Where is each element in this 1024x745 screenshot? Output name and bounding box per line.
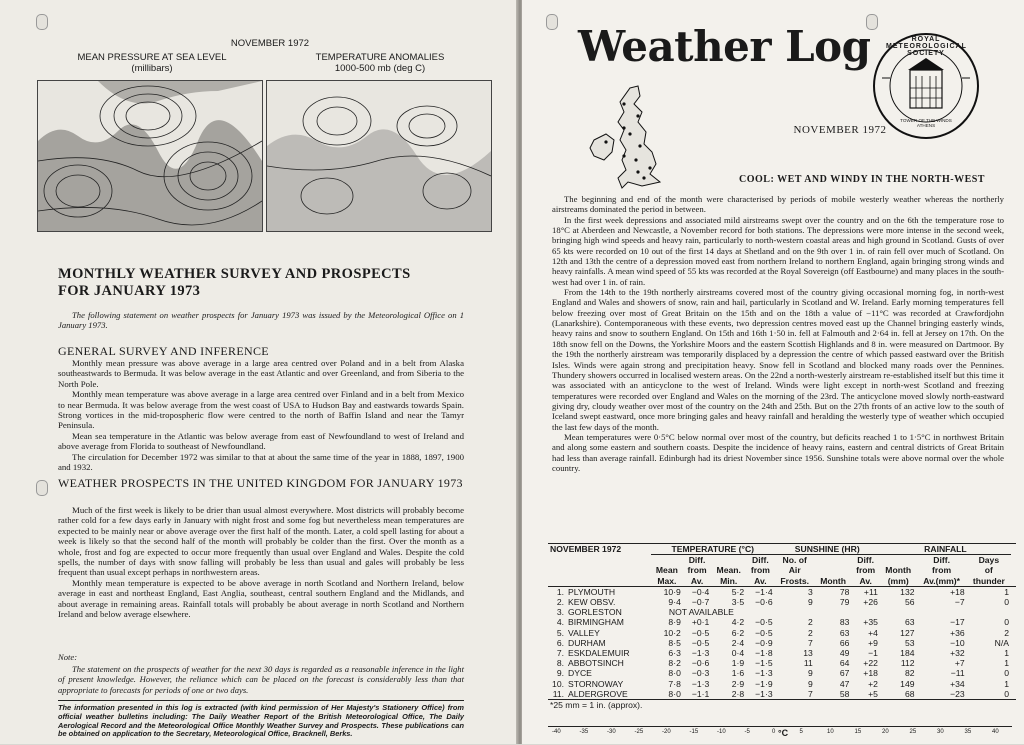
- row-number: 4.: [556, 617, 564, 628]
- ruler-unit: °C: [778, 728, 789, 738]
- station-name: [548, 617, 651, 627]
- station-label: KEW OBSV.: [568, 597, 616, 608]
- station-label: DYCE: [568, 668, 592, 679]
- paragraph: Monthly mean temperature is expected to be above average in north Scotland and Northern Ireland, below average in east and northeast England, East Anglia, southeast, central southern England and the Midlands, and about average in remaining areas. Rainfall totals will probably be about average in north Scotland and Northern Ireland and below average elsewhere.: [58, 577, 464, 620]
- maps-month-header: NOVEMBER 1972: [230, 38, 310, 49]
- ruler-tick-label: -5: [744, 729, 750, 735]
- note-text: The statement on the prospects of weather for the next 30 days is regarded as a reasonable inference in the light of present knowledge. However, the reliance which can be placed on the forecast is considerably less than that appropriate to forecasts for periods of one or two days.: [58, 664, 464, 695]
- station-label: ALDERGROVE: [568, 688, 628, 699]
- table-row: [548, 638, 1016, 648]
- table-cell: −0·5: [691, 627, 710, 638]
- station-name: [548, 628, 651, 638]
- ruler-tick-label: 30: [937, 729, 944, 735]
- temperature-ruler: [548, 726, 1012, 745]
- col-head: Diff.: [688, 555, 706, 566]
- binding-hole: [36, 14, 48, 30]
- table-cell: 67: [839, 668, 850, 679]
- table-cell: 6·3: [668, 648, 681, 659]
- table-cell: 112: [900, 658, 915, 669]
- table-cell: +2: [868, 678, 878, 689]
- paragraph: Monthly mean temperature was above average in a large area centred over Finland and in a belt from Mexico to near Bermuda. It was below average from the west coast of USA to Hudson Bay and eastwards towards Spain. Strong vortices in the mid-tropospheric flow were centred to the north of Baffin Island and near the Tamyr Peninsula.: [58, 389, 464, 431]
- row-number: 9.: [556, 668, 564, 679]
- col-head: Diff.: [857, 555, 875, 566]
- table-cell: 0: [1004, 688, 1009, 699]
- ruler-tick-label: 0: [772, 729, 776, 735]
- table-row: [548, 597, 1016, 607]
- table-cell: 8·2: [668, 658, 681, 669]
- prospects-body: [58, 505, 464, 619]
- uk-station-map: [580, 82, 674, 194]
- table-cell: +35: [863, 617, 878, 628]
- survey-title: MONTHLY WEATHER SURVEY AND PROSPECTS FOR JANUARY 1973: [58, 266, 411, 299]
- table-cell: 1·9: [731, 658, 745, 669]
- station-name: [548, 679, 651, 689]
- table-cell: 63: [839, 627, 850, 638]
- ruler-tick-label: -15: [689, 729, 699, 735]
- general-survey-body: [58, 358, 464, 472]
- table-cell: 0: [1004, 668, 1009, 679]
- header-row-3: [548, 576, 1016, 587]
- table-cell: +5: [868, 688, 878, 699]
- table-cell: 2·4: [731, 637, 745, 648]
- station-name: [548, 648, 651, 658]
- temperature-anomaly-map: [266, 80, 492, 232]
- col-head: thunder: [972, 575, 1005, 586]
- table-cell: N/A: [994, 637, 1009, 648]
- ruler-tick-label: 20: [882, 729, 889, 735]
- binding-hole: [36, 480, 48, 496]
- table-cell: 58: [839, 688, 850, 699]
- table-cell: 2·8: [731, 688, 745, 699]
- table-cell: −0·6: [755, 597, 773, 608]
- col-head: Mean: [655, 565, 678, 576]
- month-label: NOVEMBER 1972: [793, 124, 887, 136]
- col-head: from: [687, 565, 707, 576]
- station-name: [548, 658, 651, 668]
- table-cell: 0: [1004, 617, 1009, 628]
- col-head: (mm): [887, 575, 909, 586]
- table-cell: −1·3: [755, 688, 773, 699]
- note-label: Note:: [58, 652, 78, 662]
- table-cell: −0·7: [691, 597, 710, 608]
- col-head: Av.: [754, 575, 767, 586]
- footer-note: The information presented in this log is extracted (with kind permission of Her Majesty's Stationery Office) from official weather bulletins including: The Daily Weather Report of the British Meteorological Office, The Daily Aerological Record and the Meteorological Office Monthly Weather Survey and Prospects. These publications can be obtained on application to the Secretary, Meteorological Office, Bracknell, Berks.: [58, 703, 464, 739]
- col-head: No. of: [782, 555, 807, 566]
- table-cell: 5·2: [731, 586, 745, 597]
- col-head: Diff.: [752, 555, 769, 566]
- table-cell: 11: [803, 658, 813, 669]
- table-cell: −11: [950, 668, 965, 679]
- col-head: [651, 555, 683, 566]
- map2-title: TEMPERATURE ANOMALIES 1000-500 mb (deg C): [315, 52, 445, 74]
- station-table: [548, 543, 1016, 710]
- station-label: GORLESTON: [568, 607, 622, 618]
- table-row: [548, 668, 1016, 678]
- table-row: [548, 679, 1016, 689]
- pressure-map: [37, 80, 263, 232]
- col-head: Max.: [657, 575, 677, 586]
- ruler-tick-label: 25: [909, 729, 917, 735]
- table-cell: 1: [1004, 658, 1009, 669]
- seal-text: ROYAL METEOROLOGICAL SOCIETY: [886, 36, 967, 57]
- ruler-tick-label: -10: [717, 729, 726, 735]
- station-name: [548, 607, 651, 617]
- paragraph: In the first week depressions and associated mild airstreams swept over the country and on the 6th the temperature rose to 18°C at Aberdeen and Newcastle, a November record for both stations. The depressions were more intense in the second week, bringing high wind speeds and heavy rain, particularly to north-western coastal areas and high ground in Scotland. Gusts of over 65 kts were recorded on 10 out of the first 14 days at Shetland and on the 9th over 1 in. of rain fell over much of Scotland. On 12th and 13th the centre of a depression moved east from northern Ireland to northern England, again bringing strong winds and heavy rainfalls. A mean wind speed of 55 kts was recorded at the Royal Sovereign (off Eastbourne) and many places in the south-west had over 1 in. of rain.: [552, 214, 1004, 287]
- table-cell: −0·6: [691, 658, 710, 669]
- prospects-heading: WEATHER PROSPECTS IN THE UNITED KINGDOM FOR JANUARY 1973: [58, 476, 463, 490]
- map1-title: MEAN PRESSURE AT SEA LEVEL (millibars): [77, 52, 227, 74]
- table-cell: +7: [954, 658, 965, 669]
- paragraph: The beginning and end of the month were characterised by periods of mobile westerly weather whereas the northerly airstreams dominated the period in between.: [552, 194, 1004, 215]
- col-head: Av.: [859, 575, 872, 586]
- headline: COOL: WET AND WINDY IN THE NORTH-WEST: [739, 174, 985, 185]
- table-cell: −0·3: [691, 668, 710, 679]
- paragraph: From the 14th to the 19th northerly airstreams covered most of the country giving occasional morning fog, in north-west England and Wales and showers of snow, rain and hail, particularly in Scotland and W. Ireland. Early morning temperatures fell below freezing over most of Great Britain on the 15th and on the 18th a value of −11°C was recorded at Crawfordjohn (Lanarkshire). Contemporaneous with these events, two depression centres moved east up the Channel bringing easterly winds, heavy rains and snow to southern England. On 15th and 16th 1·50 in. fell at Falmouth and 2·64 in. fell at Jersey on 17th. On the 18th snow fell on the Downs, the Yorkshire Moors and the eastern Scottish Highlands and 8 in. were measured on Dartmoor. By the 19th the northerly airstream was temporarily displaced by a depression the centre of which passed eastward over the British Isles. Winds were again strong and precipitation heavy. Snow fell in Scotland and blocked many roads over the Pennines. Thundery showers occurred in localised western areas. On the 22nd a north-westerly airstream re-established itself but this time it was associated with an anticyclone to the west of Ireland. Winds were light except in north-west Scotland and freezing temperatures were recorded over England and Wales on the morning of the 23rd. The anticyclone moved slowly north-eastward giving dry, cloudy weather over most of the country on the 24th and 25th. But on the 27th fronts of an active low to the south of Iceland swept eastward, once more bringing gales and heavy rainfall and heralding the westerly type of weather which occupied the last few days of the month.: [552, 287, 1004, 432]
- table-cell: +18: [950, 586, 965, 597]
- station-label: STORNOWAY: [568, 678, 624, 689]
- table-cell: +22: [863, 658, 878, 669]
- table-cell: −0·5: [755, 627, 773, 638]
- row-number: 10.: [552, 678, 564, 689]
- station-rows: [548, 586, 1016, 699]
- station-label: ESKDALEMUIR: [568, 648, 630, 659]
- group-rainfall: RAINFALL: [880, 544, 1011, 555]
- col-head: from: [932, 565, 952, 576]
- table-row: [548, 689, 1016, 700]
- table-cell: 9·4: [668, 597, 681, 608]
- british-isles-outline: [580, 82, 674, 194]
- row-number: 5.: [556, 627, 564, 638]
- table-cell: 63: [904, 617, 915, 628]
- ruler-tick-label: 15: [854, 729, 862, 735]
- row-number: 3.: [556, 607, 564, 618]
- table-cell: 184: [900, 648, 915, 659]
- table-cell: 3: [808, 586, 813, 597]
- station-name: [548, 586, 651, 597]
- station-name: [548, 689, 651, 700]
- table-cell: 8·0: [668, 688, 681, 699]
- table-row: [548, 658, 1016, 668]
- table-cell: 10·2: [663, 627, 681, 638]
- intro-statement: The following statement on weather prospects for January 1973 was issued by the Meteorological Office on 1 January 1973.: [58, 310, 464, 331]
- ruler-tick-label: -20: [662, 729, 671, 735]
- table-cell: −0·5: [691, 637, 710, 648]
- paragraph: Mean sea temperature in the Atlantic was below average from east of Newfoundland to west of Ireland and above average from Florida to southeast of Newfoundland.: [58, 430, 464, 452]
- weather-summary: [552, 194, 1004, 473]
- table-cell: 79: [839, 597, 850, 608]
- station-label: VALLEY: [568, 627, 600, 638]
- table-cell: 82: [904, 668, 915, 679]
- table-cell: +36: [950, 627, 965, 638]
- table-cell: 68: [904, 688, 915, 699]
- table-row: [548, 617, 1016, 627]
- table-cell: 7: [808, 688, 813, 699]
- col-head: Av.: [690, 575, 704, 586]
- table-cell: 149: [900, 678, 915, 689]
- paragraph: Much of the first week is likely to be drier than usual almost everywhere. Most districts will probably become rather cold for a few days early in January with night frost and some fog but nevertheless mean temperatures are expected to be mainly near or above average over the first half of the month. Later, a cold spell lasting for about a week is likely so that the second half of the month will probably be colder than the first. Over the month as a whole, frost and fog are expected to occur more frequently than usual over England and Wales. Despite the cold spells, the number of days with snow falling will probably be less than usual and gales will probably be less frequent than usual except perhaps in northwestern areas.: [58, 505, 464, 578]
- table-cell: 13: [803, 648, 813, 659]
- col-head: of: [984, 565, 993, 576]
- table-cell: 2: [1004, 627, 1009, 638]
- table-cell: −23: [950, 688, 965, 699]
- table-cell: −1·9: [755, 678, 773, 689]
- table-cell: 132: [900, 586, 915, 597]
- table-cell: +4: [868, 627, 878, 638]
- row-number: 11.: [552, 688, 564, 699]
- table-cell: −17: [950, 617, 965, 628]
- table-row: [548, 607, 1016, 617]
- col-head: [815, 555, 852, 566]
- paragraph: The circulation for December 1972 was similar to that at about the same time of the year in 1888, 1897, 1900 and 1932.: [58, 451, 464, 473]
- table-cell: −1·3: [691, 648, 710, 659]
- station-label: PLYMOUTH: [568, 586, 616, 597]
- ruler-tick-label: 35: [964, 729, 972, 735]
- table-cell: 3·5: [731, 597, 745, 608]
- table-row: [548, 648, 1016, 658]
- row-number: 2.: [556, 597, 564, 608]
- anomaly-chart: [267, 81, 491, 231]
- table-cell: 8·9: [668, 617, 681, 628]
- table-cell: 9: [808, 597, 813, 608]
- table-row: [548, 586, 1016, 597]
- row-number: 8.: [556, 658, 564, 669]
- col-head: [711, 555, 746, 566]
- table-cell: 7·8: [668, 678, 681, 689]
- table-cell: 47: [839, 678, 850, 689]
- table-cell: 64: [839, 658, 850, 669]
- paragraph: Mean temperatures were 0·5°C below normal over most of the country, but deficits reached 1 to 1·5°C in northwest Britain and along some eastern and southern coasts. Despite the incidence of heavy rains, eastern and central districts of Great Britain had less than average rainfall. Edinburgh had its driest November since 1956. Sunshine totals were above normal over the whole country.: [552, 431, 1004, 473]
- col-head: Av.(mm)*: [923, 575, 960, 586]
- row-number: 1.: [556, 586, 564, 597]
- table-cell: 7: [808, 637, 813, 648]
- table-cell: −0·9: [755, 637, 773, 648]
- ruler-tick-label: 5: [799, 729, 803, 735]
- table-cell: 1: [1004, 648, 1009, 659]
- group-temperature: TEMPERATURE (°C): [651, 544, 775, 555]
- ruler-tick-label: -30: [607, 729, 616, 735]
- table-cell: −1·3: [755, 668, 773, 679]
- table-cell: −7: [954, 597, 965, 608]
- not-available: NOT AVAILABLE: [668, 607, 734, 618]
- table-cell: 9: [808, 678, 813, 689]
- row-number: 7.: [556, 648, 564, 659]
- binding-hole: [546, 14, 558, 30]
- table-cell: 8·5: [668, 637, 681, 648]
- station-label: DURHAM: [568, 637, 606, 648]
- table-cell: +9: [868, 637, 878, 648]
- col-head: Month: [885, 565, 912, 576]
- table-cell: +0·1: [691, 617, 710, 628]
- table-cell: +11: [863, 586, 878, 597]
- table-cell: 2: [808, 627, 813, 638]
- col-head: [880, 555, 917, 566]
- footer-rule: [58, 700, 464, 701]
- ruler-tick-label: -35: [579, 729, 589, 735]
- col-head: [815, 565, 852, 575]
- ruler-tick-label: 40: [992, 729, 999, 735]
- seal-subtext: TOWER OF THE WINDS ATHENS: [900, 118, 952, 129]
- col-head: Diff.: [933, 555, 950, 566]
- col-head: Days: [978, 555, 1000, 566]
- table-cell: +18: [863, 668, 878, 679]
- table-cell: 9: [808, 668, 813, 679]
- table-cell: 1: [1004, 586, 1009, 597]
- header-row-1: [548, 555, 1016, 566]
- table-cell: 66: [839, 637, 850, 648]
- col-head: Frosts.: [780, 575, 810, 586]
- table-cell: 83: [839, 617, 850, 628]
- row-number: 6.: [556, 637, 564, 648]
- ruler-tick-label: 10: [827, 729, 834, 735]
- ruler-tick-label: -25: [634, 729, 644, 735]
- table-cell: 0: [1004, 597, 1009, 608]
- group-sunshine: SUNSHINE (HR): [775, 544, 880, 555]
- col-head: Mean.: [716, 565, 741, 576]
- station-label: ABBOTSINCH: [568, 658, 624, 669]
- table-cell: 2: [808, 617, 813, 628]
- table-cell: −1·8: [755, 648, 773, 659]
- table-cell: −1·4: [755, 586, 773, 597]
- table-month: NOVEMBER 1972: [550, 544, 622, 555]
- col-head: Min.: [720, 575, 738, 586]
- general-survey-heading: GENERAL SURVEY AND INFERENCE: [58, 344, 269, 358]
- col-head: from: [750, 565, 770, 576]
- table-cell: +26: [863, 597, 878, 608]
- table-cell: −10: [950, 637, 965, 648]
- station-label: BIRMINGHAM: [568, 617, 624, 628]
- paragraph: Monthly mean pressure was above average in a large area centred over Poland and in a belt from Alaska southeastwards to Bermuda. It was below average in the east Atlantic and over Greenland, and from Siberia to the North Pole.: [58, 358, 464, 389]
- col-head: Month: [820, 575, 846, 586]
- header-row-2: [548, 565, 1016, 575]
- table-cell: 0·4: [731, 648, 745, 659]
- table-cell: −1·5: [755, 658, 773, 669]
- table-row: [548, 628, 1016, 638]
- table-cell: 2·9: [731, 678, 745, 689]
- table-cell: −1·3: [691, 678, 710, 689]
- table-cell: −1: [868, 648, 878, 659]
- page-title: Weather Log: [578, 22, 871, 71]
- table-cell: 1: [1004, 678, 1009, 689]
- table-cell: −0·4: [691, 586, 710, 597]
- station-name: [548, 638, 651, 648]
- table-cell: 49: [839, 648, 850, 659]
- table-cell: 53: [904, 637, 915, 648]
- table-cell: 1·6: [731, 668, 745, 679]
- table-cell: −0·5: [755, 617, 773, 628]
- table-cell: +34: [950, 678, 965, 689]
- table-cell: 4·2: [731, 617, 745, 628]
- col-head: Air: [788, 565, 801, 576]
- ruler-tick-label: -40: [552, 729, 561, 735]
- table-cell: 10·9: [663, 586, 681, 597]
- table-cell: 6·2: [731, 627, 745, 638]
- table-cell: 56: [904, 597, 915, 608]
- table-cell: 78: [839, 586, 850, 597]
- col-head: from: [856, 565, 876, 576]
- table-footnote: *25 mm = 1 in. (approx).: [550, 700, 643, 711]
- table-cell: 8·0: [668, 668, 681, 679]
- station-name: [548, 668, 651, 678]
- table-cell: −1·1: [691, 688, 710, 699]
- table-cell: 127: [900, 627, 915, 638]
- station-name: [548, 597, 651, 607]
- table-cell: +32: [950, 648, 965, 659]
- isobar-chart: [38, 81, 262, 231]
